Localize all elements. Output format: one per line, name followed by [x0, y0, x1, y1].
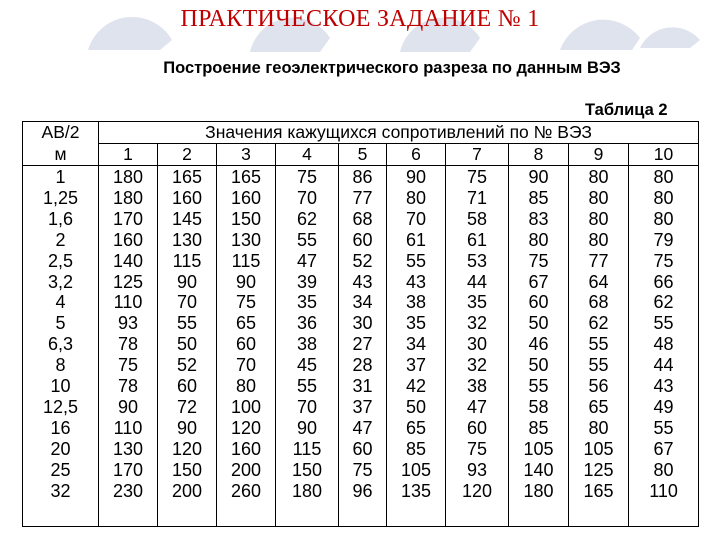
resistivity-cell: 180: [99, 188, 158, 209]
resistivity-cell: 160: [217, 439, 276, 460]
ab2-value-cell: 4: [23, 292, 99, 313]
resistivity-cell: 71: [446, 188, 509, 209]
header-group: Значения кажущихся сопротивлений по № ВЭЗ: [99, 122, 699, 144]
resistivity-cell: 140: [99, 251, 158, 272]
resistivity-cell: 28: [339, 355, 387, 376]
resistivity-cell: 50: [158, 334, 217, 355]
resistivity-table: [22, 121, 699, 527]
resistivity-cell: 75: [446, 439, 509, 460]
table-bottom-spacer: [23, 502, 699, 527]
resistivity-cell: 43: [629, 376, 699, 397]
resistivity-cell: 60: [339, 439, 387, 460]
resistivity-cell: 50: [387, 397, 446, 418]
resistivity-cell: 47: [446, 397, 509, 418]
ves-number: 7: [446, 144, 509, 166]
header-row-1: [23, 122, 699, 144]
resistivity-cell: 160: [217, 188, 276, 209]
resistivity-cell: 170: [99, 209, 158, 230]
resistivity-cell: 67: [509, 272, 569, 293]
resistivity-cell: 68: [569, 292, 629, 313]
resistivity-cell: 105: [509, 439, 569, 460]
resistivity-cell: 60: [217, 334, 276, 355]
table-row: [23, 397, 699, 418]
resistivity-cell: 75: [629, 251, 699, 272]
resistivity-cell: 105: [569, 439, 629, 460]
resistivity-cell: 42: [387, 376, 446, 397]
empty-cell: [99, 502, 158, 527]
empty-cell: [509, 502, 569, 527]
ves-number: 8: [509, 144, 569, 166]
resistivity-cell: 110: [629, 481, 699, 502]
resistivity-cell: 60: [446, 418, 509, 439]
resistivity-cell: 115: [158, 251, 217, 272]
resistivity-cell: 70: [158, 292, 217, 313]
ab2-value-cell: 2,5: [23, 251, 99, 272]
resistivity-cell: 55: [158, 313, 217, 334]
resistivity-cell: 47: [276, 251, 339, 272]
resistivity-cell: 140: [509, 460, 569, 481]
empty-cell: [339, 502, 387, 527]
ab2-value-cell: 12,5: [23, 397, 99, 418]
resistivity-cell: 55: [569, 334, 629, 355]
ab2-value-cell: 20: [23, 439, 99, 460]
empty-cell: [387, 502, 446, 527]
resistivity-cell: 49: [629, 397, 699, 418]
resistivity-cell: 93: [446, 460, 509, 481]
resistivity-cell: 79: [629, 230, 699, 251]
resistivity-cell: 38: [276, 334, 339, 355]
resistivity-cell: 85: [509, 188, 569, 209]
resistivity-cell: 75: [276, 166, 339, 188]
ab2-value-cell: 8: [23, 355, 99, 376]
resistivity-cell: 27: [339, 334, 387, 355]
resistivity-cell: 165: [217, 166, 276, 188]
resistivity-cell: 30: [339, 313, 387, 334]
table-body: [23, 166, 699, 527]
resistivity-cell: 70: [387, 209, 446, 230]
resistivity-cell: 66: [629, 272, 699, 293]
empty-cell: [569, 502, 629, 527]
ab2-value-cell: 2: [23, 230, 99, 251]
resistivity-cell: 105: [387, 460, 446, 481]
resistivity-cell: 37: [339, 397, 387, 418]
resistivity-cell: 77: [339, 188, 387, 209]
resistivity-cell: 90: [217, 272, 276, 293]
resistivity-cell: 65: [217, 313, 276, 334]
ab2-value-cell: 1,6: [23, 209, 99, 230]
resistivity-cell: 75: [99, 355, 158, 376]
resistivity-cell: 55: [509, 376, 569, 397]
resistivity-cell: 115: [217, 251, 276, 272]
resistivity-cell: 135: [387, 481, 446, 502]
header-row-2: [23, 144, 699, 166]
resistivity-cell: 55: [387, 251, 446, 272]
resistivity-cell: 165: [569, 481, 629, 502]
resistivity-cell: 80: [569, 188, 629, 209]
resistivity-cell: 70: [276, 188, 339, 209]
resistivity-cell: 200: [217, 460, 276, 481]
resistivity-cell: 86: [339, 166, 387, 188]
resistivity-cell: 130: [158, 230, 217, 251]
resistivity-cell: 35: [446, 292, 509, 313]
resistivity-cell: 62: [276, 209, 339, 230]
ves-number: 6: [387, 144, 446, 166]
resistivity-cell: 47: [339, 418, 387, 439]
resistivity-cell: 85: [387, 439, 446, 460]
resistivity-cell: 80: [629, 166, 699, 188]
resistivity-cell: 110: [99, 292, 158, 313]
resistivity-cell: 80: [569, 230, 629, 251]
table-row: [23, 460, 699, 481]
resistivity-cell: 75: [446, 166, 509, 188]
resistivity-cell: 180: [509, 481, 569, 502]
resistivity-cell: 83: [509, 209, 569, 230]
resistivity-cell: 35: [276, 292, 339, 313]
resistivity-cell: 34: [387, 334, 446, 355]
resistivity-cell: 90: [99, 397, 158, 418]
resistivity-cell: 80: [569, 418, 629, 439]
resistivity-cell: 37: [387, 355, 446, 376]
resistivity-cell: 120: [446, 481, 509, 502]
resistivity-cell: 160: [158, 188, 217, 209]
resistivity-cell: 36: [276, 313, 339, 334]
ab2-value-cell: 10: [23, 376, 99, 397]
resistivity-cell: 90: [276, 418, 339, 439]
resistivity-cell: 39: [276, 272, 339, 293]
page-title: ПРАКТИЧЕСКОЕ ЗАДАНИЕ № 1: [180, 6, 540, 32]
resistivity-cell: 50: [509, 355, 569, 376]
resistivity-cell: 38: [387, 292, 446, 313]
resistivity-cell: 80: [629, 460, 699, 481]
resistivity-cell: 61: [446, 230, 509, 251]
resistivity-cell: 115: [276, 439, 339, 460]
table-caption: Таблица 2: [585, 101, 668, 119]
ab2-value-cell: 6,3: [23, 334, 99, 355]
resistivity-cell: 32: [446, 355, 509, 376]
ab2-value-cell: 1: [23, 166, 99, 188]
resistivity-cell: 31: [339, 376, 387, 397]
resistivity-cell: 50: [509, 313, 569, 334]
resistivity-cell: 160: [99, 230, 158, 251]
resistivity-cell: 90: [158, 272, 217, 293]
ves-number: 1: [99, 144, 158, 166]
resistivity-cell: 80: [217, 376, 276, 397]
resistivity-cell: 65: [569, 397, 629, 418]
resistivity-cell: 53: [446, 251, 509, 272]
resistivity-cell: 55: [569, 355, 629, 376]
empty-cell: [446, 502, 509, 527]
resistivity-cell: 61: [387, 230, 446, 251]
resistivity-cell: 180: [99, 166, 158, 188]
resistivity-cell: 55: [629, 418, 699, 439]
ves-number: 5: [339, 144, 387, 166]
table-row: [23, 376, 699, 397]
resistivity-cell: 260: [217, 481, 276, 502]
table-row: [23, 209, 699, 230]
resistivity-cell: 62: [629, 292, 699, 313]
resistivity-cell: 30: [446, 334, 509, 355]
resistivity-cell: 72: [158, 397, 217, 418]
resistivity-cell: 75: [509, 251, 569, 272]
table-row: [23, 230, 699, 251]
table-row: [23, 334, 699, 355]
resistivity-cell: 170: [99, 460, 158, 481]
resistivity-cell: 56: [569, 376, 629, 397]
empty-cell: [629, 502, 699, 527]
resistivity-cell: 38: [446, 376, 509, 397]
resistivity-cell: 45: [276, 355, 339, 376]
table-row: [23, 418, 699, 439]
table-row: [23, 272, 699, 293]
resistivity-cell: 46: [509, 334, 569, 355]
resistivity-cell: 130: [99, 439, 158, 460]
resistivity-cell: 70: [276, 397, 339, 418]
ab2-value-cell: 25: [23, 460, 99, 481]
resistivity-cell: 44: [446, 272, 509, 293]
resistivity-cell: 200: [158, 481, 217, 502]
empty-cell: [217, 502, 276, 527]
resistivity-cell: 75: [217, 292, 276, 313]
resistivity-cell: 120: [158, 439, 217, 460]
resistivity-cell: 230: [99, 481, 158, 502]
resistivity-cell: 125: [569, 460, 629, 481]
resistivity-cell: 52: [158, 355, 217, 376]
ves-number: 2: [158, 144, 217, 166]
resistivity-cell: 80: [569, 166, 629, 188]
resistivity-cell: 80: [569, 209, 629, 230]
resistivity-cell: 78: [99, 334, 158, 355]
resistivity-cell: 75: [339, 460, 387, 481]
resistivity-cell: 60: [509, 292, 569, 313]
resistivity-cell: 34: [339, 292, 387, 313]
resistivity-cell: 78: [99, 376, 158, 397]
header-unit: м: [23, 144, 99, 166]
resistivity-cell: 145: [158, 209, 217, 230]
resistivity-cell: 180: [276, 481, 339, 502]
resistivity-cell: 80: [387, 188, 446, 209]
resistivity-cell: 60: [158, 376, 217, 397]
ab2-value-cell: 3,2: [23, 272, 99, 293]
table-row: [23, 313, 699, 334]
resistivity-cell: 55: [276, 230, 339, 251]
resistivity-cell: 130: [217, 230, 276, 251]
resistivity-cell: 80: [629, 209, 699, 230]
table-row: [23, 481, 699, 502]
resistivity-cell: 65: [387, 418, 446, 439]
ves-number: 9: [569, 144, 629, 166]
resistivity-cell: 70: [217, 355, 276, 376]
resistivity-cell: 32: [446, 313, 509, 334]
resistivity-cell: 58: [509, 397, 569, 418]
table-row: [23, 355, 699, 376]
resistivity-cell: 43: [387, 272, 446, 293]
empty-cell: [158, 502, 217, 527]
resistivity-cell: 85: [509, 418, 569, 439]
resistivity-cell: 60: [339, 230, 387, 251]
resistivity-cell: 96: [339, 481, 387, 502]
resistivity-cell: 52: [339, 251, 387, 272]
resistivity-cell: 67: [629, 439, 699, 460]
resistivity-cell: 150: [158, 460, 217, 481]
empty-cell: [276, 502, 339, 527]
ves-number: 4: [276, 144, 339, 166]
resistivity-cell: 150: [276, 460, 339, 481]
resistivity-cell: 55: [629, 313, 699, 334]
resistivity-cell: 120: [217, 418, 276, 439]
ab2-value-cell: 32: [23, 481, 99, 502]
header-ab2: АВ/2: [23, 122, 99, 144]
resistivity-cell: 62: [569, 313, 629, 334]
resistivity-cell: 77: [569, 251, 629, 272]
ves-number: 10: [629, 144, 699, 166]
resistivity-cell: 44: [629, 355, 699, 376]
table-row: [23, 439, 699, 460]
resistivity-cell: 35: [387, 313, 446, 334]
ves-number: 3: [217, 144, 276, 166]
resistivity-cell: 150: [217, 209, 276, 230]
table-row: [23, 166, 699, 188]
resistivity-cell: 90: [509, 166, 569, 188]
resistivity-cell: 48: [629, 334, 699, 355]
empty-cell: [23, 502, 99, 527]
resistivity-cell: 125: [99, 272, 158, 293]
table-row: [23, 251, 699, 272]
resistivity-cell: 58: [446, 209, 509, 230]
resistivity-cell: 90: [158, 418, 217, 439]
resistivity-cell: 80: [629, 188, 699, 209]
ab2-value-cell: 5: [23, 313, 99, 334]
resistivity-cell: 165: [158, 166, 217, 188]
resistivity-cell: 43: [339, 272, 387, 293]
table-row: [23, 292, 699, 313]
table-row: [23, 188, 699, 209]
ab2-value-cell: 16: [23, 418, 99, 439]
resistivity-cell: 110: [99, 418, 158, 439]
resistivity-cell: 80: [509, 230, 569, 251]
ab2-value-cell: 1,25: [23, 188, 99, 209]
resistivity-cell: 100: [217, 397, 276, 418]
resistivity-cell: 93: [99, 313, 158, 334]
resistivity-cell: 64: [569, 272, 629, 293]
resistivity-cell: 68: [339, 209, 387, 230]
resistivity-cell: 55: [276, 376, 339, 397]
subtitle: Построение геоэлектрического разреза по данным ВЭЗ: [163, 59, 621, 77]
resistivity-cell: 90: [387, 166, 446, 188]
